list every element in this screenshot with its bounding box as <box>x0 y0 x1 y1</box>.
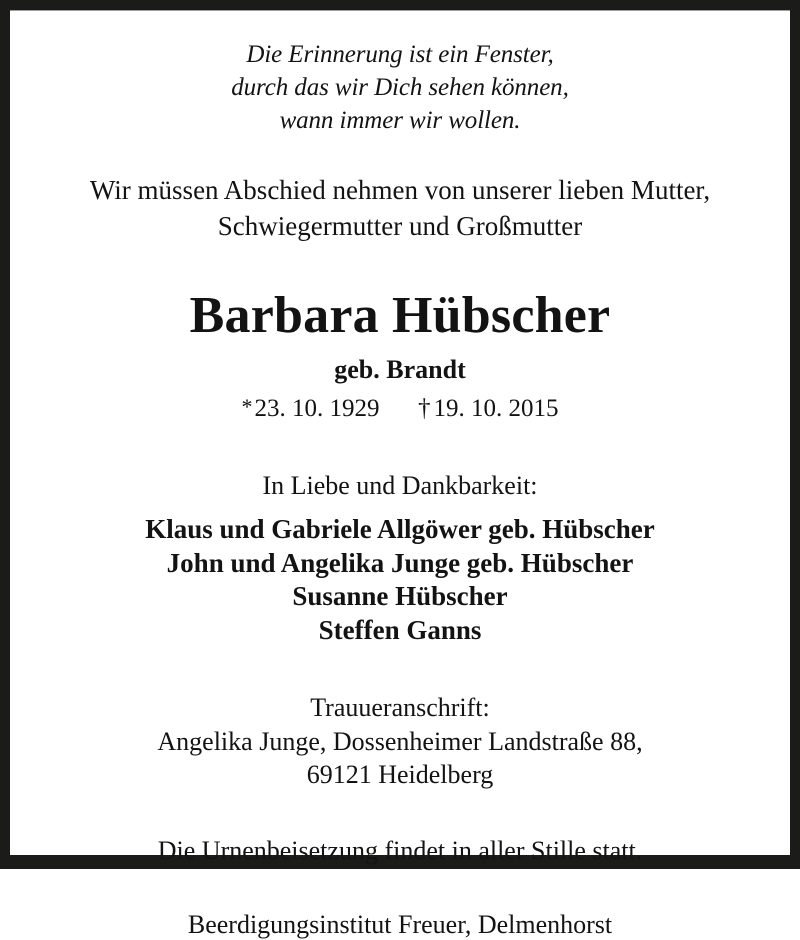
epigraph-line-2: durch das wir Dich sehen können, <box>231 74 569 101</box>
epigraph-line-1: Die Erinnerung ist ein Fenster, <box>246 41 554 68</box>
deceased-life-dates <box>242 394 559 423</box>
asterisk-birth-icon: * <box>241 393 253 419</box>
birth-date-group <box>242 394 380 423</box>
mourning-address-label: Trauueranschrift: <box>310 692 490 722</box>
lead-in-text <box>90 173 710 245</box>
survivor-line: John und Angelika Junge geb. Hübscher <box>166 547 634 578</box>
mourning-address-line-2: 69121 Heidelberg <box>306 760 494 790</box>
survivor-line: Klaus und Gabriele Allgöwer geb. Hübscher <box>145 513 655 544</box>
deceased-name: Barbara Hübscher <box>189 286 611 344</box>
survivors-intro: In Liebe und Dankbarkeit: <box>262 470 538 500</box>
epigraph-verse <box>231 38 569 137</box>
epigraph-line-3: wann immer wir wollen. <box>279 107 521 134</box>
funeral-home-credit: Beerdigungsinstitut Freuer, Delmenhorst <box>187 910 613 940</box>
lead-in-line-1: Wir müssen Abschied nehmen von unserer lieben Mutter, <box>89 175 711 205</box>
deceased-maiden-name: geb. Brandt <box>334 354 466 384</box>
mourning-address-line-1: Angelika Junge, Dossenheimer Landstraße 88, <box>157 726 643 756</box>
death-date: 19. 10. 2015 <box>433 394 559 422</box>
birth-date: 23. 10. 1929 <box>254 394 380 422</box>
survivor-line: Susanne Hübscher <box>292 581 508 612</box>
lead-in-line-2: Schwiegermutter und Großmutter <box>217 210 583 241</box>
survivor-line: Steffen Ganns <box>318 615 482 646</box>
closing-note: Die Urnenbeisetzung findet in aller Stille statt. <box>157 836 643 866</box>
survivors-list <box>145 513 655 648</box>
mourning-address-block <box>157 691 642 792</box>
dagger-death-icon: † <box>418 394 431 422</box>
death-date-group <box>418 395 559 423</box>
obituary-notice <box>10 10 790 940</box>
